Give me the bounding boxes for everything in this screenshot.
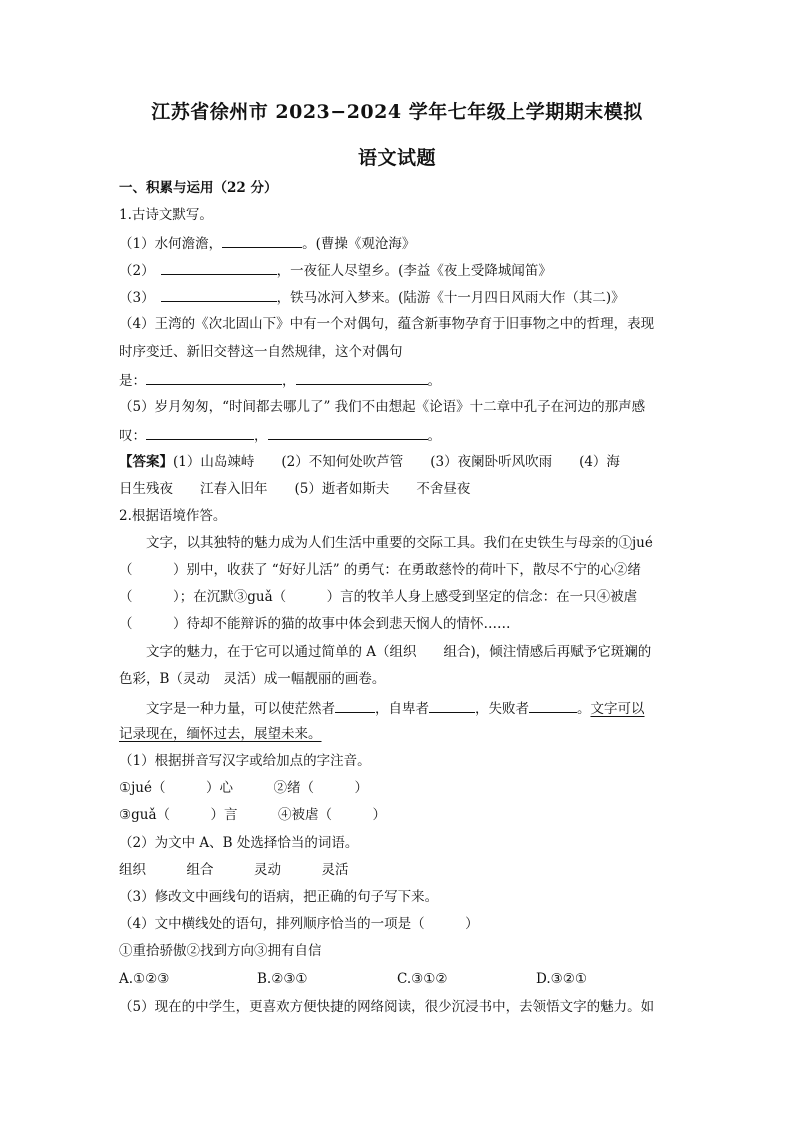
q1-sub2-text: （2） — [119, 263, 155, 279]
q1-sub4-label: 是： — [119, 373, 146, 389]
q1-sub3 — [119, 287, 625, 307]
underlined-sentence: 文字可以 — [590, 701, 645, 717]
q1-sub3-text: （3） — [119, 290, 155, 306]
q2-sub1-items-b: ③guǎ（ ）言 ④被虐（ ） — [119, 807, 386, 823]
q2-p3-text-c: ，失败者 — [475, 701, 529, 717]
q2-sub1-items-a: ①jué（ ）心 ②绪（ ） — [119, 780, 368, 796]
doc-subtitle: 语文试题 — [357, 147, 436, 169]
q2-sub2-words: 组织 组合 灵动 灵活 — [119, 862, 349, 878]
q1-sub5-line2 — [119, 425, 441, 445]
q2-p1-line3: （ ）；在沉默③guǎ（ ）言的牧羊人身上感受到坚定的信念：在一只④被虐 — [119, 589, 638, 605]
q2-sub3: （3）修改文中画线句的语病，把正确的句子写下来。 — [119, 889, 439, 905]
option-d: D.③②① — [536, 971, 587, 987]
period: 。 — [427, 428, 441, 444]
answer-text: (1）山岛竦峙 (2）不知何处吹芦管 (3）夜阑卧听风吹雨 (4）海 — [173, 454, 620, 470]
q2-sub5: （5）现在的中学生，更喜欢方便快捷的网络阅读，很少沉浸书中，去领悟文字的魅力。如 — [119, 999, 655, 1015]
answer-label: 【答案】 — [119, 454, 173, 470]
q1-sub1-source: 。(曹操《观沧海》 — [302, 236, 416, 252]
q2-p3-line1 — [146, 698, 645, 718]
q2-p3-text-d: 。 — [577, 701, 591, 717]
answer-blank[interactable] — [161, 287, 277, 302]
q2-p2-line1: 文字的魅力，在于它可以通过简单的 A（组织 组合)，倾注情感后再赋予它斑斓的 — [146, 644, 652, 660]
q1-answer-line2: 日生残夜 江春入旧年 (5）逝者如斯夫 不舍昼夜 — [119, 481, 471, 497]
q1-sub4-line2: 时序变迁、新旧交替这一自然规律，这个对偶句 — [119, 344, 403, 360]
q1-answer-line1 — [119, 453, 620, 471]
comma: ， — [254, 428, 268, 444]
q1-sub1-text: （1）水何澹澹， — [119, 236, 223, 252]
answer-blank[interactable] — [146, 425, 254, 440]
option-c: C.③①② — [397, 971, 448, 987]
answer-blank[interactable] — [429, 698, 475, 713]
q2-p1-line1: 文字，以其独特的魅力成为人们生活中重要的交际工具。我们在史铁生与母亲的①jué — [146, 535, 653, 551]
q2-p3-text-b: ，自卑者 — [375, 701, 429, 717]
underlined-sentence-cont: 记录现在，缅怀过去，展望未来。 — [119, 726, 322, 742]
q1-sub5-line1: （5）岁月匆匆，“时间都去哪儿了” 我们不由想起《论语》十二章中孔子在河边的那声感 — [119, 399, 646, 415]
q2-sub1: （1）根据拼音写汉字或给加点的字注音。 — [119, 753, 371, 769]
section-heading: 一、积累与运用（22 分） — [119, 180, 278, 196]
q1-stem: 1.古诗文默写。 — [119, 207, 213, 223]
q2-p2-line2: 色彩，B（灵动 灵活）成一幅靓丽的画卷。 — [119, 671, 386, 687]
q1-sub4-line1: （4）王湾的《次北固山下》中有一个对偶句，蕴含新事物孕育于旧事物之中的哲理，表现 — [119, 316, 655, 332]
q1-sub2-source: ，一夜征人尽望乡。(李益《夜上受降城闻笛》 — [276, 263, 552, 279]
q1-sub2 — [119, 260, 552, 280]
q2-p1-line4: （ ）待却不能辩诉的猫的故事中体会到悲天悯人的情怀…… — [119, 616, 511, 632]
q2-stem: 2.根据语境作答。 — [119, 508, 227, 524]
answer-blank[interactable] — [529, 698, 577, 713]
answer-blank[interactable] — [222, 233, 302, 248]
period: 。 — [427, 373, 441, 389]
q1-sub5-label: 叹： — [119, 428, 146, 444]
q1-sub1 — [119, 233, 415, 253]
doc-title: 江苏省徐州市 2023−2024 学年七年级上学期期末模拟 — [151, 101, 643, 123]
answer-blank[interactable] — [268, 425, 428, 440]
answer-blank[interactable] — [146, 370, 282, 385]
q2-sub2: （2）为文中 A、B 处选择恰当的词语。 — [119, 835, 359, 851]
q2-sub4-items: ①重拾骄傲②找到方向③拥有自信 — [119, 943, 322, 959]
answer-blank[interactable] — [335, 698, 375, 713]
comma: ， — [282, 373, 296, 389]
q2-p1-line2: （ ）别中，收获了 “好好儿活” 的勇气：在勇敢慈怜的荷叶下，散尽不宁的心②绪 — [119, 562, 641, 578]
q1-sub3-source: ，铁马冰河入梦来。(陆游《十一月四日风雨大作（其二)》 — [276, 290, 625, 306]
option-a: A.①②③ — [119, 971, 170, 987]
answer-blank[interactable] — [296, 370, 428, 385]
q1-sub4-line3 — [119, 370, 441, 390]
q2-p3-text-a: 文字是一种力量，可以使茫然者 — [146, 701, 335, 717]
q2-sub4: （4）文中横线处的语句，排列顺序恰当的一项是（ ） — [119, 916, 479, 932]
option-b: B.②③① — [257, 971, 308, 987]
answer-blank[interactable] — [161, 260, 277, 275]
